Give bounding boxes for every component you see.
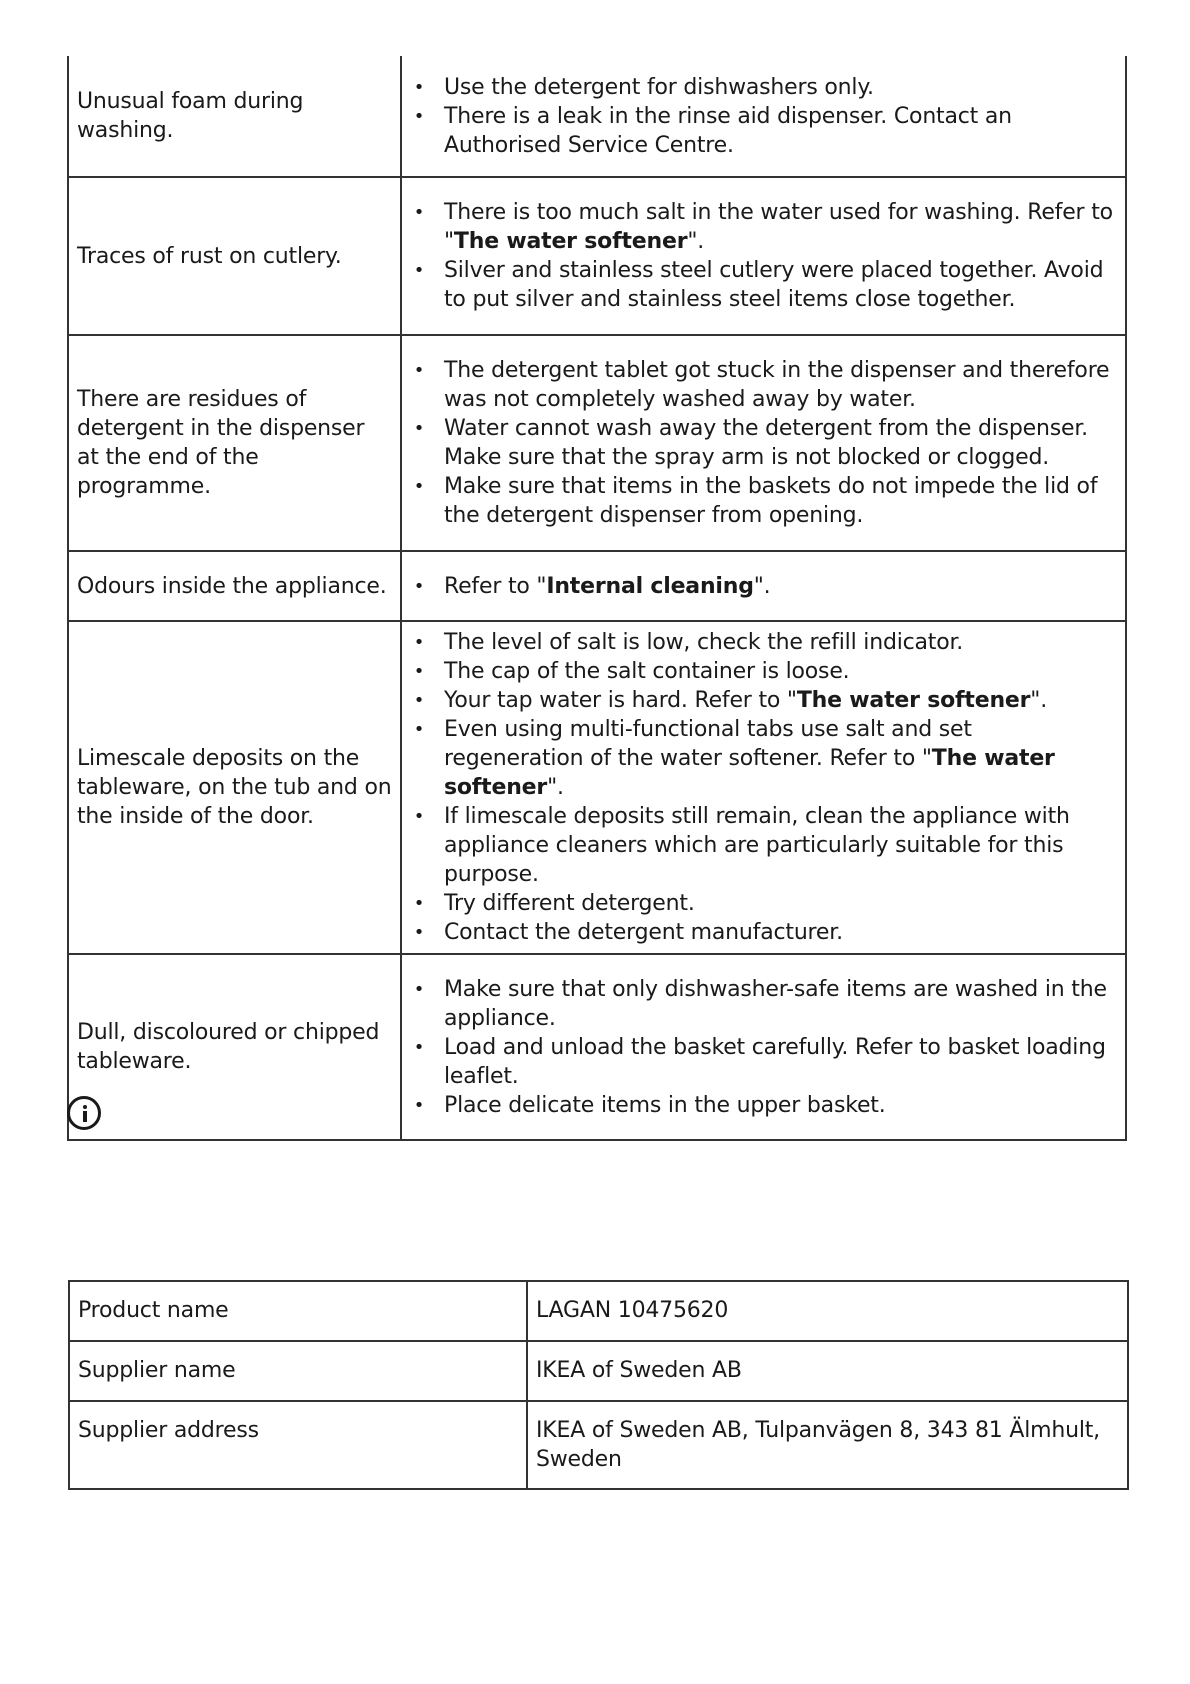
solution-text: The level of salt is low, check the refill indicator. <box>444 630 964 655</box>
solution-cell <box>401 551 1126 621</box>
bullet-icon: • <box>413 575 425 597</box>
bullet-icon: • <box>413 260 425 281</box>
solution-text: Refer to " <box>444 573 547 599</box>
solution-item <box>412 356 1117 414</box>
bullet-icon: • <box>413 893 425 914</box>
troubleshooting-row <box>68 177 1126 335</box>
solution-text: Try different detergent. <box>444 891 695 916</box>
info-icon <box>67 1096 101 1130</box>
solution-list <box>412 628 1117 947</box>
solution-item <box>412 686 1117 715</box>
bullet-icon: • <box>413 632 425 653</box>
troubleshooting-row <box>68 621 1126 954</box>
section-reference: The water softener <box>453 229 688 254</box>
solution-item <box>412 889 1117 918</box>
solution-text: There is a leak in the rinse aid dispenser. Contact an Authorised Service Centre. <box>444 103 1012 158</box>
bullet-icon: • <box>413 661 425 682</box>
info-icon-stem <box>83 1111 87 1122</box>
bullet-icon: • <box>413 1036 425 1058</box>
solution-list <box>412 356 1117 530</box>
solution-text: Make sure that only dishwasher-safe items are washed in the appliance. <box>444 976 1107 1031</box>
supplier-name-label: Supplier name <box>69 1341 527 1401</box>
solution-text: ". <box>687 229 705 254</box>
solution-text: The cap of the salt container is loose. <box>444 659 850 684</box>
solution-text: Place delicate items in the upper basket. <box>444 1092 886 1118</box>
solution-item <box>412 975 1117 1033</box>
troubleshooting-row <box>68 335 1126 551</box>
solution-item <box>412 657 1117 686</box>
solution-text: Make sure that items in the baskets do not impede the lid of the detergent dispenser from opening. <box>444 474 1098 528</box>
bullet-icon: • <box>413 922 425 943</box>
problem-cell: Traces of rust on cutlery. <box>68 177 401 335</box>
solution-item <box>412 102 1117 160</box>
solution-text: ". <box>753 573 771 599</box>
bullet-icon: • <box>413 105 425 127</box>
bullet-icon: • <box>413 76 425 98</box>
bullet-icon: • <box>413 476 425 497</box>
troubleshooting-row <box>68 551 1126 621</box>
product-name-value: LAGAN 10475620 <box>527 1281 1128 1341</box>
solution-item <box>412 802 1117 889</box>
solution-text: If limescale deposits still remain, clean the appliance with appliance cleaners which are particularly suitable for this purpose. <box>444 804 1070 887</box>
bullet-icon: • <box>413 719 425 740</box>
solution-item <box>412 572 1117 601</box>
solution-item <box>412 73 1117 102</box>
solution-text: ". <box>1030 688 1047 713</box>
solution-item <box>412 1033 1117 1091</box>
solution-list <box>412 73 1117 160</box>
solution-item <box>412 1091 1117 1120</box>
problem-cell: Odours inside the appliance. <box>68 551 401 621</box>
solution-cell <box>401 56 1126 177</box>
product-info-row <box>69 1281 1128 1341</box>
problem-cell: Unusual foam during washing. <box>68 56 401 177</box>
bullet-icon: • <box>413 1094 425 1116</box>
solution-text: ". <box>547 775 564 800</box>
problem-cell: Dull, discoloured or chipped tableware. <box>68 954 401 1140</box>
info-icon-dot <box>83 1105 87 1109</box>
product-info-table <box>68 1280 1129 1490</box>
troubleshooting-row <box>68 954 1126 1140</box>
section-reference: Internal cleaning <box>546 573 754 599</box>
solution-item <box>412 198 1117 256</box>
troubleshooting-row <box>68 56 1126 177</box>
solution-item <box>412 628 1117 657</box>
bullet-icon: • <box>413 806 425 827</box>
solution-item <box>412 472 1117 530</box>
solution-text: Even using multi-functional tabs use salt and set regeneration of the water softener. Refer to " <box>444 717 972 771</box>
solution-text: Water cannot wash away the detergent from the dispenser. Make sure that the spray arm is not blocked or clogged. <box>444 416 1088 470</box>
solution-item <box>412 918 1117 947</box>
solution-text: Your tap water is hard. Refer to " <box>444 688 797 713</box>
product-name-label: Product name <box>69 1281 527 1341</box>
section-reference: The water softener <box>444 746 1055 800</box>
solution-item <box>412 256 1117 314</box>
solution-text: The detergent tablet got stuck in the dispenser and therefore was not completely washed away by water. <box>444 358 1110 412</box>
solution-item <box>412 414 1117 472</box>
solution-text: Load and unload the basket carefully. Refer to basket loading leaflet. <box>444 1034 1106 1089</box>
supplier-name-value: IKEA of Sweden AB <box>527 1341 1128 1401</box>
bullet-icon: • <box>413 418 425 439</box>
problem-cell: There are residues of detergent in the dispenser at the end of the programme. <box>68 335 401 551</box>
bullet-icon: • <box>413 360 425 381</box>
troubleshooting-table <box>67 56 1127 1141</box>
solution-cell <box>401 335 1126 551</box>
solution-cell <box>401 177 1126 335</box>
product-info-row <box>69 1401 1128 1489</box>
solution-text: Contact the detergent manufacturer. <box>444 920 843 945</box>
solution-item <box>412 715 1117 802</box>
supplier-address-label: Supplier address <box>69 1401 527 1489</box>
solution-cell <box>401 621 1126 954</box>
solution-cell <box>401 954 1126 1140</box>
bullet-icon: • <box>413 690 425 711</box>
product-info-row <box>69 1341 1128 1401</box>
solution-text: Silver and stainless steel cutlery were placed together. Avoid to put silver and stainless steel items close together. <box>444 258 1104 312</box>
solution-text: Use the detergent for dishwashers only. <box>444 74 874 100</box>
solution-list <box>412 975 1117 1120</box>
solution-list <box>412 198 1117 314</box>
solution-list <box>412 572 1117 601</box>
supplier-address-value: IKEA of Sweden AB, Tulpanvägen 8, 343 81 Älmhult, Sweden <box>527 1401 1128 1489</box>
bullet-icon: • <box>413 978 425 1000</box>
section-reference: The water softener <box>796 688 1031 713</box>
problem-cell: Limescale deposits on the tableware, on the tub and on the inside of the door. <box>68 621 401 954</box>
solution-text: There is too much salt in the water used for washing. Refer to " <box>444 200 1113 254</box>
bullet-icon: • <box>413 202 425 223</box>
